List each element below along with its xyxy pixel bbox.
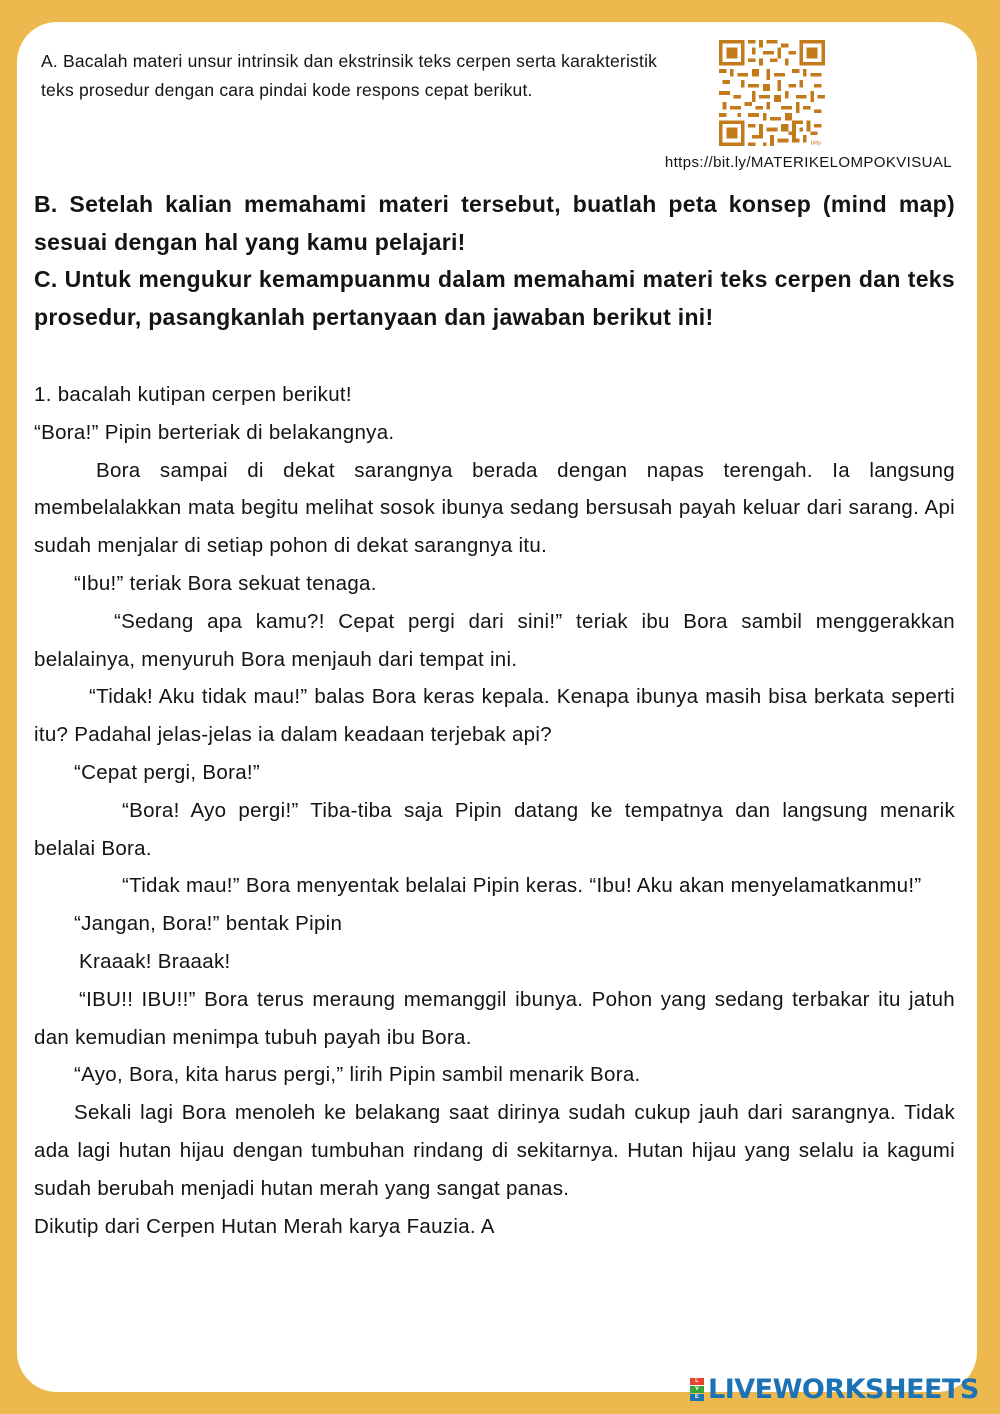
qr-url: https://bit.ly/MATERIKELOMPOKVISUAL [664, 154, 952, 171]
liveworksheets-logo[interactable] [690, 1374, 979, 1404]
story-paragraph: Sekali lagi Bora menoleh ke belakang saat dirinya sudah cukup jauh dari sarangnya. Tidak ada lagi hutan hijau dengan tumbuhan rindang di sekitarnya. Hutan hijau yang selalu ia kagumi sudah berubah menjadi hutan merah yang sangat panas. [34, 1101, 955, 1200]
qr-code [719, 40, 825, 146]
story-paragraph: “Tidak! Aku tidak mau!” balas Bora keras kepala. Kenapa ibunya masih bisa berkata seperti itu? Padahal jelas-jelas ia dalam keadaan terjebak api? [34, 685, 955, 747]
story-paragraph: “Bora! Ayo pergi!” Tiba-tiba saja Pipin datang ke tempatnya dan langsung menarik belalai Bora. [34, 798, 955, 860]
instruction-a: A. Bacalah materi unsur intrinsik dan ekstrinsik teks cerpen serta karakteristik teks prosedur dengan cara pindai kode respons cepat berikut. [41, 51, 658, 100]
story-paragraph: “Jangan, Bora!” bentak Pipin [74, 912, 343, 936]
instruction-b: B. Setelah kalian memahami materi tersebut, buatlah peta konsep (mind map) sesuai dengan hal yang kamu pelajari! [34, 191, 955, 255]
story-paragraph: “Cepat pergi, Bora!” [74, 760, 261, 784]
liveworksheets-wordmark: LIVEWORKSHEETS [708, 1373, 979, 1405]
story-source: Dikutip dari Cerpen Hutan Merah karya Fauzia. A [34, 1214, 495, 1238]
story-paragraph: “Tidak mau!” Bora menyentak belalai Pipin keras. “Ibu! Aku akan menyelamatkanmu!” [122, 874, 922, 898]
story-paragraph: “Ibu!” teriak Bora sekuat tenaga. [74, 571, 377, 595]
qr-caption: bitly [810, 140, 822, 146]
story-paragraph: Kraaak! Braaak! [79, 949, 231, 973]
story-paragraph: “Bora!” Pipin berteriak di belakangnya. [34, 420, 395, 444]
story-paragraph: “Ayo, Bora, kita harus pergi,” lirih Pipin sambil menarik Bora. [74, 1063, 641, 1087]
instruction-c: C. Untuk mengukur kemampuanmu dalam memahami materi teks cerpen dan teks prosedur, pasangkanlah pertanyaan dan jawaban berikut ini! [34, 266, 955, 330]
story-heading: 1. bacalah kutipan cerpen berikut! [34, 383, 352, 406]
story-excerpt [34, 376, 955, 1245]
story-paragraph: “Sedang apa kamu?! Cepat pergi dari sini!” teriak ibu Bora sambil menggerakkan belalainya, menyuruh Bora menjauh dari tempat ini. [34, 609, 955, 671]
story-paragraph: “IBU!! IBU!!” Bora terus meraung memanggil ibunya. Pohon yang sedang terbakar itu jatuh dan kemudian menimpa tubuh payah ibu Bora. [34, 987, 955, 1049]
instruction-block [34, 186, 955, 336]
story-paragraph: Bora sampai di dekat sarangnya berada dengan napas terengah. Ia langsung membelalakkan mata begitu melihat sosok ibunya sedang bersusah payah keluar dari sarang. Api sudah menjalar di setiap pohon di dekat sarangnya itu. [34, 458, 955, 558]
liveworksheets-badge-icon: L V E [690, 1378, 704, 1401]
